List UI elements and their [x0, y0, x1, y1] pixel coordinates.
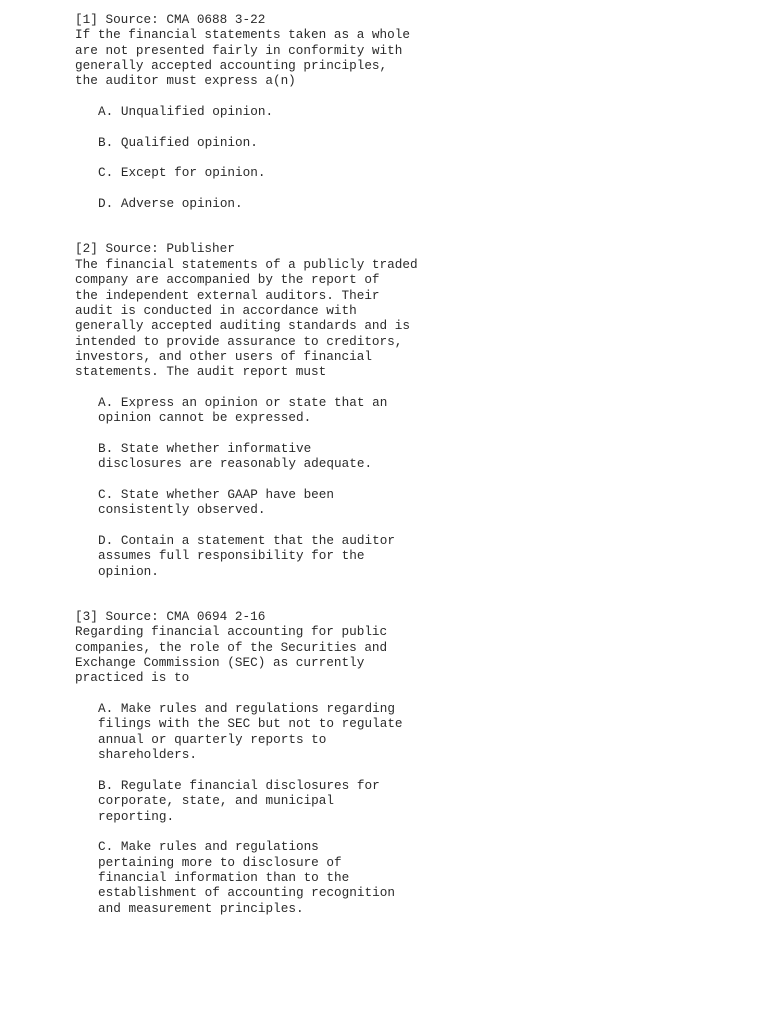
answer-choices — [75, 104, 735, 211]
choice-text-line: disclosures are reasonably adequate. — [98, 456, 373, 472]
answer-choices — [75, 701, 735, 916]
answer-choice-c[interactable] — [98, 165, 735, 180]
choice-text-line: C. State whether GAAP have been — [98, 486, 335, 502]
choice-text-line: opinion. — [98, 563, 159, 579]
question-source: [3] Source: CMA 0694 2-16 — [75, 609, 266, 625]
answer-choice-b[interactable] — [98, 441, 735, 472]
choice-text-line: annual or quarterly reports to — [98, 731, 327, 747]
question-stem-line: Regarding financial accounting for public — [75, 624, 388, 640]
question-stem-line: generally accepted accounting principles, — [75, 58, 388, 74]
question-2 — [75, 241, 735, 579]
answer-choice-a[interactable] — [98, 104, 735, 119]
answer-choice-a[interactable] — [98, 701, 735, 762]
choice-text-line: C. Make rules and regulations — [98, 839, 319, 855]
choice-text-line: establishment of accounting recognition — [98, 885, 395, 901]
question-stem-line: are not presented fairly in conformity with — [75, 42, 403, 58]
choice-text-line: assumes full responsibility for the — [98, 548, 365, 564]
choice-text-line: B. Regulate financial disclosures for — [98, 777, 380, 793]
answer-choice-c[interactable] — [98, 839, 735, 916]
choice-text-line: reporting. — [98, 808, 175, 824]
question-stem-line: the independent external auditors. Their — [75, 287, 380, 303]
answer-choice-d[interactable] — [98, 533, 735, 579]
question-stem-line: practiced is to — [75, 670, 190, 686]
question-stem-line: the auditor must express a(n) — [75, 73, 296, 89]
question-stem-line: If the financial statements taken as a whole — [75, 27, 411, 43]
question-source: [2] Source: Publisher — [75, 241, 235, 257]
choice-text-line: B. Qualified opinion. — [98, 134, 258, 150]
question-stem-line: company are accompanied by the report of — [75, 272, 380, 288]
choice-text-line: pertaining more to disclosure of — [98, 854, 342, 870]
choice-text-line: opinion cannot be expressed. — [98, 410, 312, 426]
answer-choice-b[interactable] — [98, 135, 735, 150]
question-3 — [75, 609, 735, 916]
choice-text-line: A. Unqualified opinion. — [98, 104, 274, 120]
choice-text-line: D. Contain a statement that the auditor — [98, 533, 395, 548]
question-stem-line: generally accepted auditing standards and is — [75, 318, 411, 334]
choice-text-line: corporate, state, and municipal — [98, 793, 335, 809]
choice-text-line: and measurement principles. — [98, 900, 304, 916]
question-stem-line: Exchange Commission (SEC) as currently — [75, 655, 365, 671]
choice-text-line: shareholders. — [98, 747, 197, 763]
question-stem-line: intended to provide assurance to creditors, — [75, 333, 403, 349]
answer-choice-b[interactable] — [98, 778, 735, 824]
question-stem-line: companies, the role of the Securities and — [75, 639, 388, 655]
choice-text-line: filings with the SEC but not to regulate — [98, 716, 403, 732]
choice-text-line: C. Except for opinion. — [98, 165, 266, 181]
question-1 — [75, 12, 735, 211]
question-page — [75, 12, 735, 946]
question-stem-line: investors, and other users of financial — [75, 348, 372, 364]
question-stem-line: audit is conducted in accordance with — [75, 302, 357, 318]
answer-choice-a[interactable] — [98, 395, 735, 426]
choice-text-line: A. Express an opinion or state that an — [98, 394, 388, 410]
question-stem-line: statements. The audit report must — [75, 364, 327, 380]
choice-text-line: financial information than to the — [98, 869, 350, 885]
question-source: [1] Source: CMA 0688 3-22 — [75, 12, 266, 27]
choice-text-line: A. Make rules and regulations regarding — [98, 701, 395, 717]
answer-choices — [75, 395, 735, 579]
choice-text-line: consistently observed. — [98, 502, 266, 518]
answer-choice-d[interactable] — [98, 196, 735, 211]
answer-choice-c[interactable] — [98, 487, 735, 518]
question-stem-line: The financial statements of a publicly traded — [75, 256, 418, 272]
choice-text-line: D. Adverse opinion. — [98, 196, 243, 212]
choice-text-line: B. State whether informative — [98, 440, 312, 456]
